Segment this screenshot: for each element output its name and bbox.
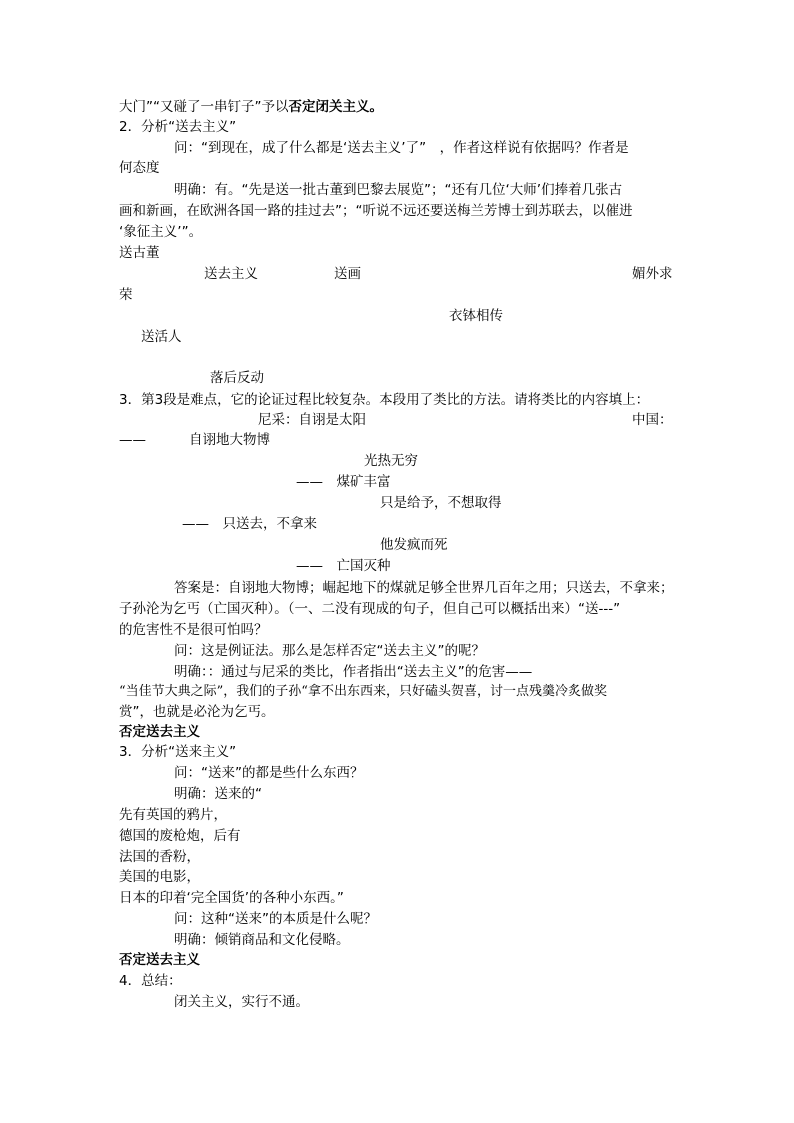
list-item: 德国的废枪炮，后有: [119, 828, 241, 844]
text-line: ‘象征主义’”。: [119, 224, 203, 240]
text-span: 大门”“又碰了一串钉子”予以: [119, 99, 289, 115]
conclusion-heading: 否定送去主义: [119, 952, 200, 968]
text-line: [119, 97, 383, 117]
text-line: 闭关主义，实行不通。: [174, 994, 309, 1010]
analogy-label: 尼采：自诩是太阳: [258, 412, 366, 428]
diagram-label: 衣钵相传: [449, 308, 503, 324]
list-item: 日本的印着‘完全国货’的各种小东西。”: [119, 890, 344, 906]
diagram-label: 送活人: [141, 329, 182, 345]
text-line: 的危害性不是很可怕吗？: [119, 622, 268, 638]
diagram-label: 送去主义: [204, 266, 258, 282]
text-line: 送古董: [119, 245, 160, 261]
analogy-label: —— 亡国灭种: [296, 558, 391, 574]
text-line: 问：这是例证法。那么是怎样否定“送去主义”的呢？: [174, 643, 485, 659]
analogy-label: —— 煤矿丰富: [296, 474, 391, 490]
analogy-label: 他发疯而死: [380, 537, 448, 553]
section-heading: 4．总结：: [119, 973, 182, 989]
section-heading: 3．第3段是难点，它的论证过程比较复杂。本段用了类比的方法。请将类比的内容填上：: [119, 392, 650, 408]
text-line: 明确：倾销商品和文化侵略。: [174, 932, 350, 948]
quote-line: “当佳节大典之际”，我们的子孙“拿不出东西来，只好磕头贺喜，讨一点残羹冷炙做奖: [119, 684, 607, 699]
text-line: 何态度: [119, 160, 160, 176]
section-heading: 3．分析“送来主义”: [119, 744, 237, 760]
analogy-label: 只是给予，不想取得: [380, 495, 502, 511]
analogy-label: 自诩地大物博: [189, 432, 270, 448]
diagram-label: 荣: [119, 287, 133, 303]
text-line: 问：“到现在，成了什么都是‘送去主义’了” ，作者这样说有依据吗？作者是: [174, 140, 629, 156]
text-line: 画和新画，在欧洲各国一路的挂过去”；“听说不远还要送梅兰芳博士到苏联去，以催进: [119, 203, 633, 219]
text-line: 答案是：自诩地大物博；崛起地下的煤就足够全世界几百年之用；只送去，不拿来；: [174, 580, 674, 596]
section-heading: 2．分析“送去主义”: [119, 119, 237, 135]
text-line: 子孙沦为乞丐（亡国灭种）。（一、二没有现成的句子，但自己可以概括出来）“送---”: [119, 601, 621, 617]
analogy-label: 中国：: [632, 412, 673, 428]
list-item: 先有英国的鸦片，: [119, 807, 227, 823]
list-item: 美国的电影，: [119, 869, 200, 885]
diagram-label: 送画: [334, 266, 361, 282]
conclusion-heading: 否定送去主义: [119, 724, 200, 740]
text-line: 明确：送来的“: [174, 786, 262, 802]
diagram-label: 媚外求: [632, 266, 673, 282]
diagram-label: 落后反动: [210, 370, 264, 386]
text-line: 问：这种“送来”的本质是什么呢？: [174, 911, 377, 927]
analogy-label: —— 只送去，不拿来: [182, 516, 317, 532]
text-line: 赏”，也就是必沦为乞丐。: [119, 704, 275, 720]
text-line: 问：“送来”的都是些什么东西？: [174, 765, 364, 781]
analogy-dash: ——: [119, 432, 146, 448]
text-line: 明确：有。“先是送一批古董到巴黎去展览”；“还有几位‘大师’们捧着几张古: [174, 182, 623, 198]
emphasis-text: 否定闭关主义。: [288, 99, 383, 115]
text-line: 明确：：通过与尼采的类比，作者指出“送去主义”的危害——: [174, 664, 533, 680]
analogy-label: 光热无穷: [364, 453, 418, 469]
list-item: 法国的香粉，: [119, 849, 200, 865]
